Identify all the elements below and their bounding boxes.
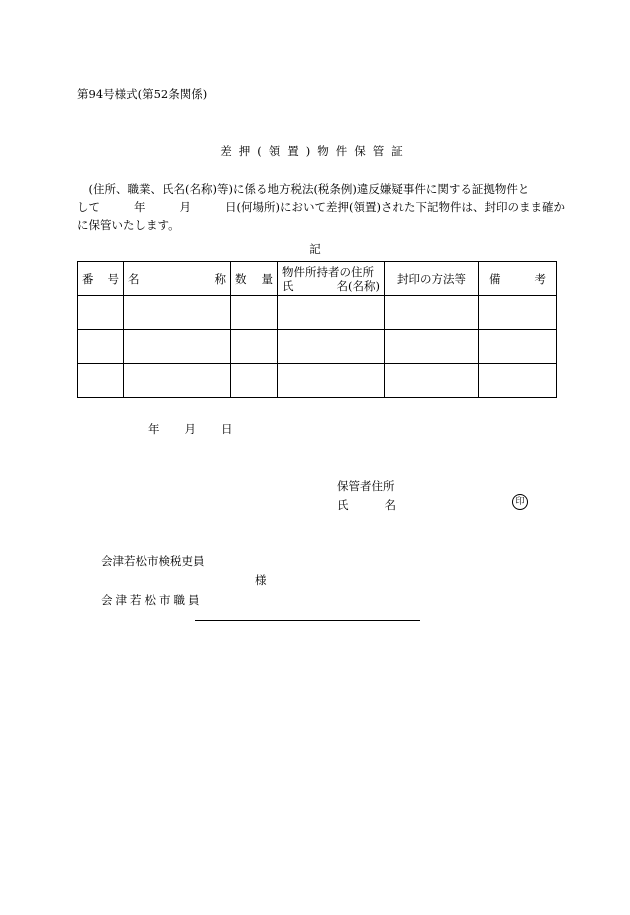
signature-line [195, 620, 420, 621]
header-name: 名 称 [124, 262, 231, 296]
header-owner: 物件所持者の住所 氏 名(名称) [278, 262, 385, 296]
document-title: 差押(領置)物件保管証 [220, 144, 410, 158]
addressee-sama: 様 [255, 573, 267, 587]
date-day: 日 [221, 422, 233, 436]
body-line-3: に保管いたします。 [77, 218, 180, 232]
body-day-text: 日(何場所)において差押(領置)された下記物件は、封印のまま確か [225, 200, 565, 214]
keeper-address-label: 保管者住所 [337, 479, 395, 493]
addressee-line-1: 会津若松市検税吏員 [101, 554, 205, 568]
keeper-name-label: 氏 名 [337, 498, 396, 512]
header-quantity: 数 量 [231, 262, 278, 296]
header-seal-method: 封印の方法等 [385, 262, 479, 296]
addressee-line-2: 会津若松市職員 [101, 593, 203, 607]
body-line-2-start: して [77, 200, 100, 214]
date-year: 年 [148, 422, 160, 436]
table-header-row [78, 262, 557, 296]
header-remarks: 備 考 [479, 262, 557, 296]
table-row [78, 330, 557, 364]
date-line [148, 421, 233, 437]
seal-mark-icon: 印 [512, 494, 528, 510]
table-row [78, 296, 557, 330]
header-number: 番 号 [78, 262, 124, 296]
ki-heading: 記 [309, 242, 321, 256]
items-table [77, 261, 557, 398]
date-month: 月 [184, 422, 196, 436]
table-row [78, 364, 557, 398]
body-line-2 [77, 199, 565, 215]
form-number: 第94号様式(第52条関係) [77, 87, 208, 101]
body-year-label: 年 [134, 200, 146, 214]
body-month-label: 月 [179, 200, 191, 214]
body-line-1: (住所、職業、氏名(名称)等)に係る地方税法(税条例)違反嫌疑事件に関する証拠物件と [77, 182, 530, 196]
